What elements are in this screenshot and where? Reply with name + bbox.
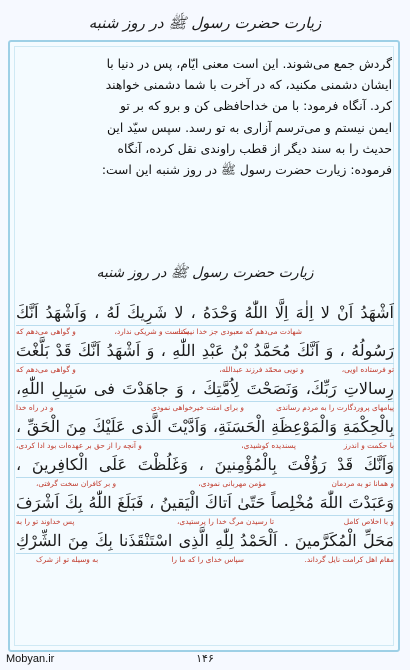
verse-translation: شهادت می‌دهم که معبودی جز خدا نیست،: [173, 327, 302, 336]
verse-translation: و گواهی می‌دهم که: [16, 365, 76, 374]
verse-translation: سپاس خدای را که ما را: [171, 555, 244, 564]
verse: [16, 376, 394, 414]
prose-line: گردش جمع می‌شوند. این است معنی ایّام، پس در دنیا با: [106, 57, 392, 71]
prose-line: کرد. آنگاه فرمود: با من خداحافظی کن و برو که بر تو: [120, 99, 392, 114]
verse-translation: و با اخلاص کامل: [343, 517, 394, 526]
prose-line: ایشان دشمنی مکنید، که در آخرت با شما دشمنی خواهند: [105, 78, 392, 93]
verse-arabic: رِسالاتِ رَبِّكَ، وَنَصَحْتَ لِاُمَّتِكَ ، وَ جاهَدْتَ فى سَبِيلِ اللّٰهِ،: [16, 379, 394, 398]
verse-translation: پسندیده کوشیدی،: [241, 441, 296, 450]
verse-translation: تا رسیدن مرگ خدا را پرستیدی،: [177, 517, 274, 526]
verse-translation: پس خداوند تو را به: [16, 517, 75, 526]
verse-translation: پیامهای پروردگارت را به مردم رساندی: [276, 403, 394, 412]
page-header: [0, 6, 410, 40]
verse-arabic: بِالْحِكْمَةِ وَالْمَوْعِظَةِ الْحَسَنَةِ، وَاَدَّيْتَ الَّذى عَلَيْكَ مِنَ الْحَقِّ ،: [16, 417, 394, 436]
verse-translation: و بر کافران سخت گرفتی،: [36, 479, 117, 488]
verse-arabic: مَحَلِّ الْمُكَرَّمينَ . اَلْحَمْدُ لِلّٰهِ الَّذِى اسْتَنْقَذَنا بِكَ مِنَ الشِّرْكِ: [16, 531, 394, 550]
site-watermark: Mobyan.ir: [6, 653, 55, 665]
prose-line: فرموده: زیارت حضرت رسول ﷺ در روز شنبه این است:: [101, 163, 392, 178]
verse-arabic: وَعَبَدْتَ اللّٰهَ مُخْلِصاً حَتّىٰ اَتاكَ الْيَقينُ ، فَبَلَغَ اللّٰهُ بِكَ اَشْرَفَ: [16, 493, 394, 512]
verse-translation: و برای امتت خیرخواهی نمودی: [150, 403, 244, 412]
prose-block: [18, 54, 392, 181]
verse-translation: و در راه خدا: [16, 403, 54, 412]
verse-translation: به وسیله تو از شرک: [36, 555, 99, 564]
header-title: زیارت حضرت رسول ﷺ در روز شنبه: [88, 14, 322, 32]
prose-line: ایمن نیستم و می‌ترسم آزاری به تو رسد. سپس سیّد این: [107, 120, 392, 135]
verse-translation: و گواهی می‌دهم که: [16, 327, 76, 336]
verse-arabic: اَشْهَدُ اَنْ لا اِلٰهَ اِلَّا اللّٰهُ وَحْدَهُ ، لا شَرِيكَ لَهُ ، وَاَشْهَدُ اَنَّكَ: [16, 303, 394, 322]
verse-translation: یکتاست و شریکی ندارد،: [114, 327, 189, 336]
verses-block: [16, 300, 394, 566]
verse-translation: با حکمت و اندرز: [343, 441, 394, 450]
verse: [16, 338, 394, 376]
verse-arabic: وَاَنَّكَ قَدْ رَؤُفْتَ بِالْمُؤْمِنينَ ، وَغَلُظْتَ عَلَى الْكافِرينَ ،: [16, 455, 394, 474]
verse-translation: مؤمن مهربانی نمودی،: [198, 479, 266, 488]
verse: [16, 490, 394, 528]
verse-translation: و همانا تو به مردمان: [331, 479, 394, 488]
verse-arabic: رَسُولُهُ ، وَ اَنَّكَ مُحَمَّدُ بْنُ عَبْدِ اللّٰهِ ، وَ اَشْهَدُ اَنَّكَ قَدْ بَلَّغْتَ: [16, 341, 394, 360]
verse-translation: تو فرستاده اویی،: [341, 365, 394, 374]
verse-translation: و تویی محمّد فرزند عبدالله،: [219, 365, 304, 374]
verse-translation: و آنچه را از حق بر عهده‌ات بود ادا کردی،: [16, 441, 142, 450]
prose-line: حدیث را به سند دیگر از قطب راوندی نقل کرده، آنگاه: [117, 141, 392, 156]
section-subtitle: زیارت حضرت رسول ﷺ در روز شنبه: [96, 265, 314, 281]
verse: [16, 300, 394, 338]
page-number: ۱۴۶: [196, 652, 214, 665]
verse: [16, 414, 394, 452]
verse: [16, 452, 394, 490]
verse-translation: مقام اهل کرامت نایل گرداند.: [304, 555, 394, 564]
verse: [16, 528, 394, 566]
